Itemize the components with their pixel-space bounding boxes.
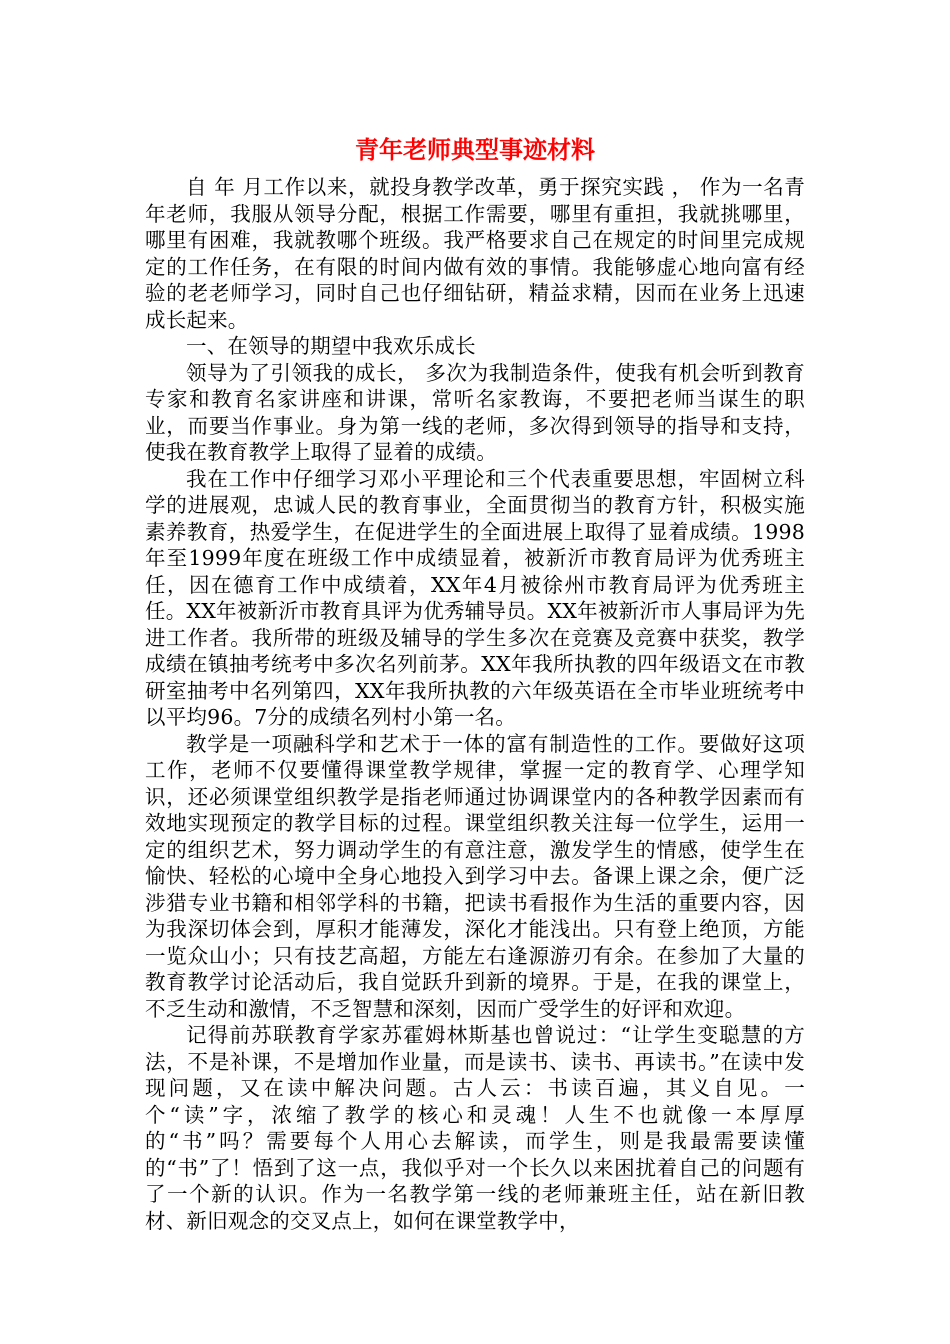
document-title: 青年老师典型事迹材料 (355, 135, 595, 164)
paragraph-reading: 记得前苏联教育学家苏霍姆林斯基也曾说过：“让学生变聪慧的方法，不是补课，不是增加作业量，而是读书、读书、再读书。”在读中发现问题，又在读中解决问题。古人云：书读百遍，其义自见。一个“读”字，浓缩了教学的核心和灵魂！人生不也就像一本厚厚的“书”吗？需要每个人用心去解读，而学生，则是我最需要读懂的“书”了！悟到了这一点，我似乎对一个长久以来困扰着自己的问题有了一个新的认识。作为一名教学第一线的老师兼班主任，站在新旧教材、新旧观念的交叉点上，如何在课堂教学中， (145, 1023, 805, 1233)
document-page (145, 130, 805, 1234)
section-heading-1: 一、在领导的期望中我欢乐成长 (186, 334, 476, 358)
paragraph-achievements: 我在工作中仔细学习邓小平理论和三个代表重要思想，牢固树立科学的进展观，忠诚人民的教育事业，全面贯彻当的教育方针，积极实施素养教育，热爱学生，在促进学生的全面进展上取得了显着成绩。1998年至1999年度在班级工作中成绩显着，被新沂市教育局评为优秀班主任，因在德育工作中成绩着，XX年4月被徐州市教育局评为优秀班主任。XX年被新沂市教育具评为优秀辅导员。XX年被新沂市人事局评为先进工作者。我所带的班级及辅导的学生多次在竞赛及竞赛中获奖，教学成绩在镇抽考统考中多次名列前茅。XX年我所执教的四年级语文在市教研室抽考中名列第四，XX年我所执教的六年级英语在全市毕业班统考中以平均96。7分的成绩名列村小第一名。 (145, 466, 805, 729)
paragraph-intro: 自 年 月工作以来，就投身教学改革，勇于探究实践 ， 作为一名青年老师，我服从领导分配，根据工作需要，哪里有重担，我就挑哪里，哪里有困难，我就教哪个班级。我严格要求自己在规定的时间里完成规定的工作任务，在有限的时间内做有效的事情。我能够虚心地向富有经验的老老师学习，同时自己也仔细钻研，精益求精，因而在业务上迅速成长起来。 (145, 175, 805, 332)
paragraph-leadership: 领导为了引领我的成长， 多次为我制造条件，使我有机会听到教育专家和教育名家讲座和讲课，常听名家教诲，不要把老师当谋生的职业，而要当作事业。身为第一线的老师，多次得到领导的指导和支持，使我在教育教学上取得了显着的成绩。 (145, 360, 805, 464)
paragraph-teaching: 教学是一项融科学和艺术于一体的富有制造性的工作。要做好这项工作，老师不仅要懂得课堂教学规律，掌握一定的教育学、心理学知识，还必须课堂组织教学是指老师通过协调课堂内的各种教学因素而有效地实现预定的教学目标的过程。课堂组织教关注每一位学生，运用一定的组织艺术，努力调动学生的有意注意，激发学生的情感，使学生在愉快、轻松的心境中全身心地投入到学习中去。备课上课之余，便广泛涉猎专业书籍和相邻学科的书籍，把读书看报作为生活的重要内容，因为我深切体会到，厚积才能薄发，深化才能浅出。只有登上绝顶，方能一览众山小；只有技艺高超，方能左右逢源游刃有余。在参加了大量的教育教学讨论活动后，我自觉跃升到新的境界。于是，在我的课堂上，不乏生动和激情，不乏智慧和深刻，因而广受学生的好评和欢迎。 (145, 731, 805, 1021)
